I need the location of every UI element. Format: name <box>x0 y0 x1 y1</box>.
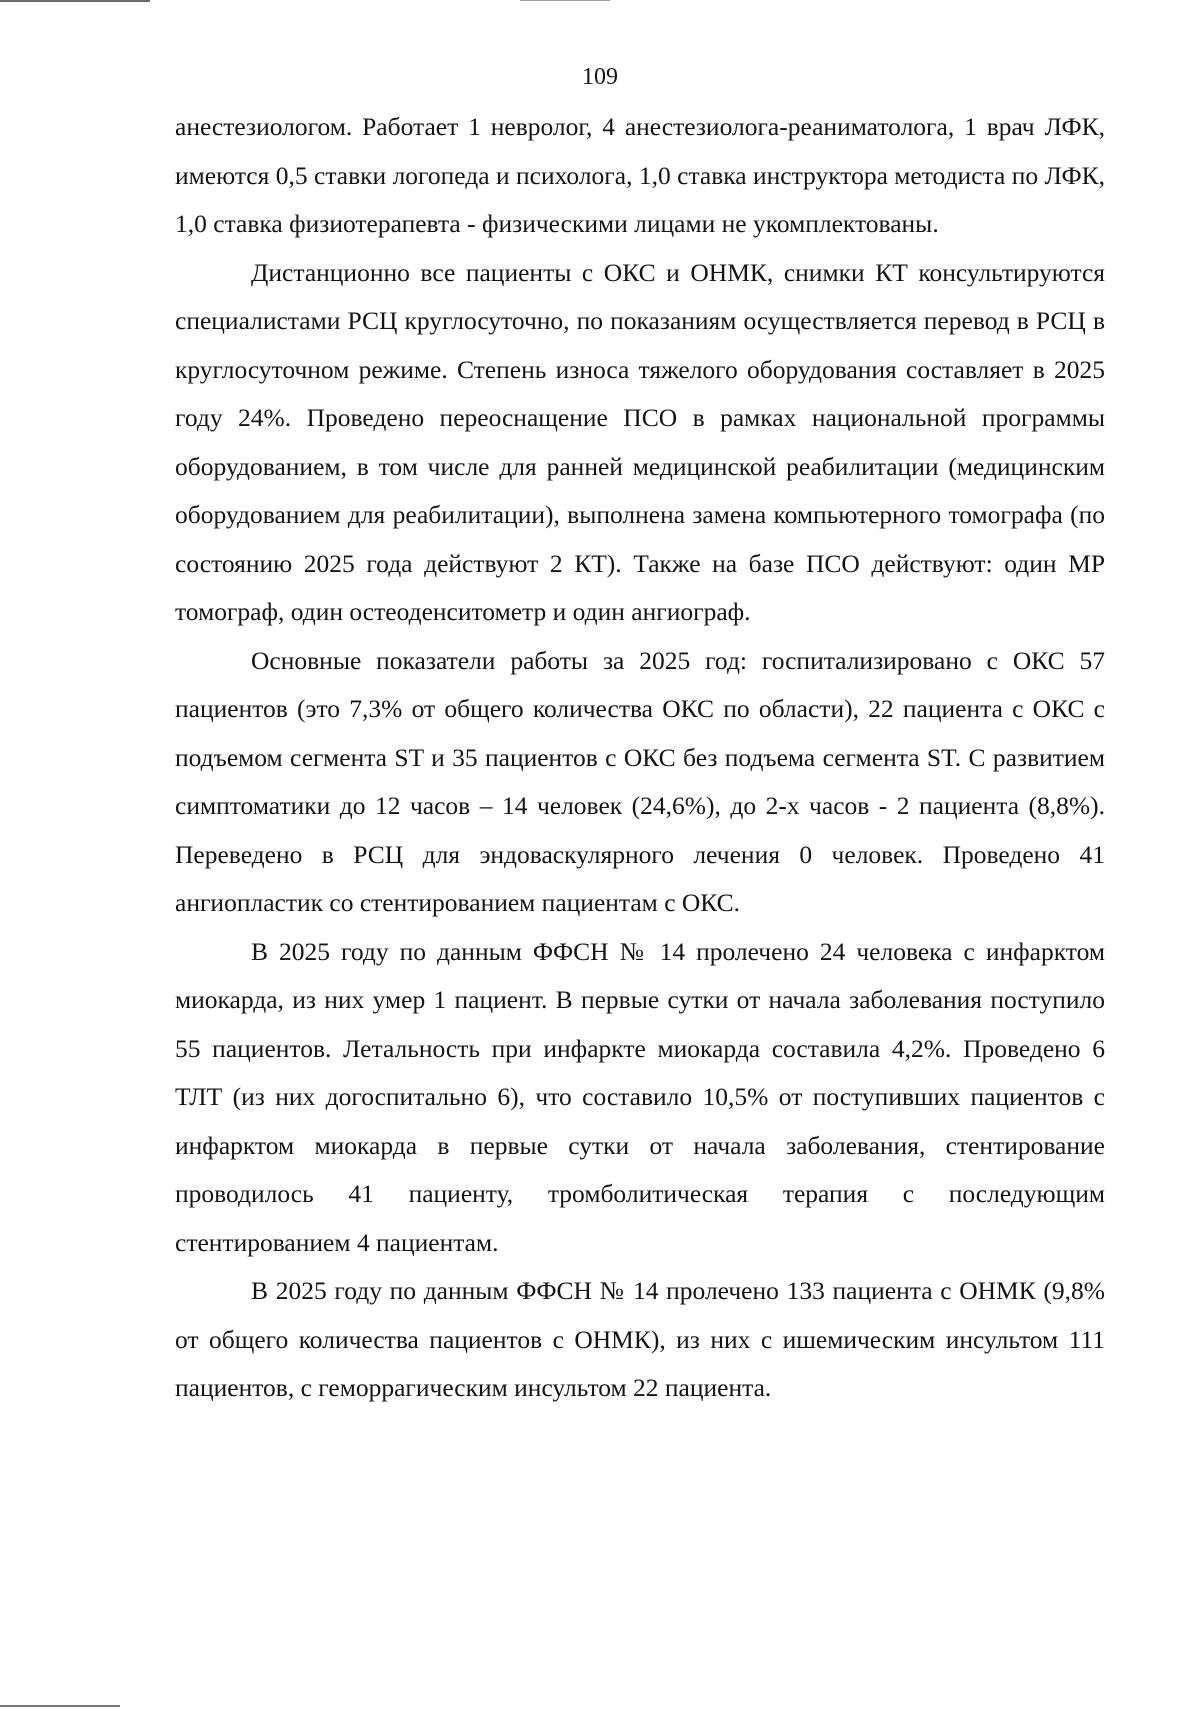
paragraph-staffing: анестезиологом. Работает 1 невролог, 4 анестезиолога-реаниматолога, 1 врач ЛФК, имеются 0,5 ставки логопеда и психолога, 1,0 ставка инструктора методиста по ЛФК, 1,0 ставка физиотерапевта - физическими лицами не укомплектованы. <box>175 112 1105 238</box>
document-body <box>175 103 1105 1413</box>
scan-edge-mark-bottom-left <box>0 1705 120 1707</box>
scan-edge-mark-top-left <box>0 0 150 2</box>
paragraph-stroke: В 2025 году по данным ФФСН № 14 пролечено 133 пациента с ОНМК (9,8% от общего количества пациентов с ОНМК), из них с ишемическим инсультом 111 пациентов, с геморрагическим инсультом 22 пациента. <box>175 1276 1105 1402</box>
paragraph-myocardial-infarction: В 2025 году по данным ФФСН № 14 пролечено 24 человека с инфарктом миокарда, из них умер 1 пациент. В первые сутки от начала заболевания поступило 55 пациентов. Летальность при инфаркте миокарда составила 4,2%. Проведено 6 ТЛТ (из них догоспитально 6), что составило 10,5% от поступивших пациентов с инфарктом миокарда в первые сутки от начала заболевания, стентирование проводилось 41 пациенту, тромболитическая терапия с последующим стентированием 4 пациентам. <box>175 936 1105 1257</box>
scan-edge-mark-top-center <box>520 0 610 1</box>
paragraph-acs-indicators: Основные показатели работы за 2025 год: госпитализировано с ОКС 57 пациентов (это 7,3% от общего количества ОКС по области), 22 пациента с ОКС с подъемом сегмента ST и 35 пациентов с ОКС без подъема сегмента ST. С развитием симптоматики до 12 часов – 14 человек (24,6%), до 2-х часов - 2 пациента (8,8%). Переведено в РСЦ для эндоваскулярного лечения 0 человек. Проведено 41 ангиопластик со стентированием пациентам с ОКС. <box>175 645 1105 917</box>
page-number: 109 <box>582 64 618 90</box>
paragraph-remote-consulting-equipment: Дистанционно все пациенты с ОКС и ОНМК, снимки КТ консультируются специалистами РСЦ круглосуточно, по показаниям осуществляется перевод в РСЦ в круглосуточном режиме. Степень износа тяжелого оборудования составляет в 2025 году 24%. Проведено переоснащение ПСО в рамках национальной программы оборудованием, в том числе для ранней медицинской реабилитации (медицинским оборудованием для реабилитации), выполнена замена компьютерного томографа (по состоянию 2025 года действуют 2 КТ). Также на базе ПСО действуют: один МР томограф, один остеоденситометр и один ангиограф. <box>175 257 1105 626</box>
